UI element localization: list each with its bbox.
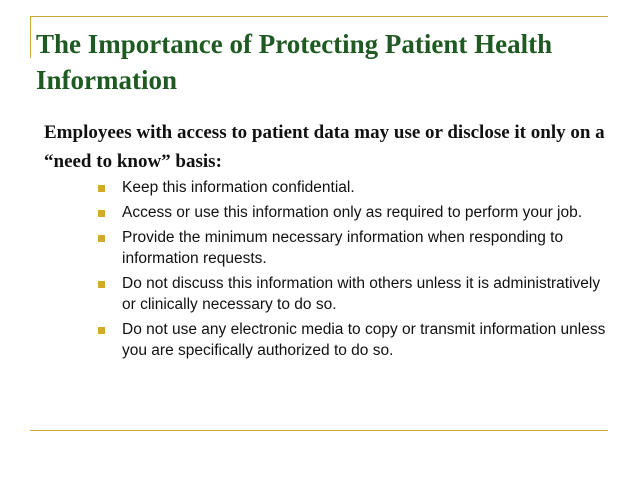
bullet-item — [96, 227, 616, 269]
top-rule — [30, 16, 608, 17]
bullet-text: Keep this information confidential. — [122, 179, 355, 196]
bullet-item — [96, 202, 616, 223]
bullet-text: Provide the minimum necessary information when responding to information requests. — [122, 229, 564, 267]
bottom-rule — [30, 430, 608, 431]
intro-paragraph: Employees with access to patient data may use or disclose it only on a “need to know” basis: — [44, 122, 605, 172]
left-rule — [30, 16, 31, 58]
square-bullet-icon — [98, 185, 105, 192]
square-bullet-icon — [98, 281, 105, 288]
bullet-item — [96, 319, 616, 361]
bullet-text: Do not discuss this information with others unless it is administratively or clinically necessary to do so. — [122, 275, 601, 313]
square-bullet-icon — [98, 235, 105, 242]
bullet-text: Access or use this information only as required to perform your job. — [122, 204, 583, 221]
bullet-list — [96, 177, 616, 365]
bullet-text: Do not use any electronic media to copy or transmit information unless you are specifically authorized to do so. — [122, 321, 606, 359]
square-bullet-icon — [98, 210, 105, 217]
bullet-item — [96, 273, 616, 315]
slide-title: The Importance of Protecting Patient Health Information — [36, 29, 553, 95]
square-bullet-icon — [98, 327, 105, 334]
bullet-item — [96, 177, 616, 198]
